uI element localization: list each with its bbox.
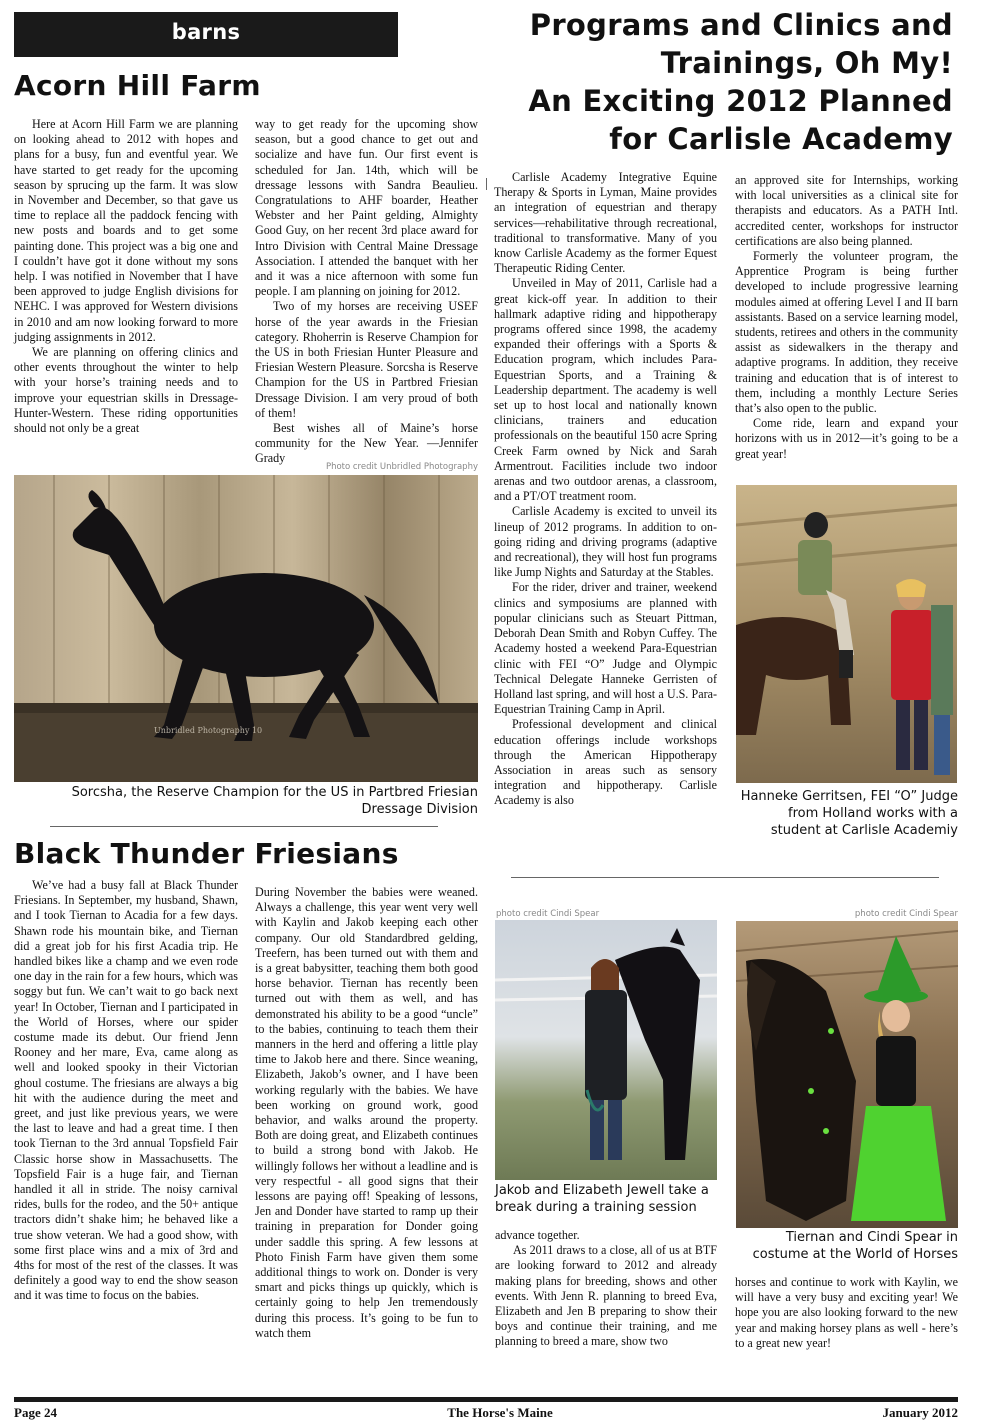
- carlisle-column-2: [735, 173, 958, 462]
- photo-watermark: Unbridled Photography 10: [154, 726, 263, 735]
- blackthunder-paragraph-continued: horses and continue to work with Kaylin, we will have a very busy and exciting year! We hope you are also looking forward to the new year and making horsey plans as well - here’s to a great new year!: [735, 1275, 958, 1350]
- acorn-paragraph: Best wishes all of Maine’s horse community for the New Year. —Jennifer Grady: [255, 421, 478, 466]
- blackthunder-paragraph-continued: advance together.: [495, 1228, 580, 1242]
- carlisle-title-line: An Exciting 2012 Planned: [528, 84, 953, 118]
- photo1-caption: Jakob and Elizabeth Jewell take a break during a training session: [495, 1183, 709, 1215]
- carlisle-photo: [736, 485, 957, 783]
- carlisle-column-1: [494, 170, 717, 809]
- jakob-illustration: [495, 920, 717, 1180]
- publication-name: The Horse's Maine: [447, 1405, 553, 1420]
- blackthunder-paragraph: We’ve had a busy fall at Black Thunder Friesians. In September, my husband, Shawn, and I took Tiernan to Acadia for a few days. Shawn rode his mountain bike, and Tiernan did a great job for his first Acadia trip. He handled bikes like a champ and we even rode one day in the rain for a few hours, which was soggy but fun. We can’t wait to go back next year! In October, Tiernan and I participated in the World of Horses, where our spider costume made its debut. Our friend Jenn Rooney and her mare, Eva, came along as well and looked spooky in their Victorian ghoul costume. The friesians are always a big hit with the audience during the meet and greet, and just like previous years, we were the last to leave and had a great time. I then took Tiernan to the 3rd annual Topsfield Fair Classic horse show in Massachusetts. The Topsfield Fair is a huge fair, and Tiernan handled it all in stride. The noisy carnival rides, bulls for the rodeo, and the 50+ antique tractors didn’t shake him; he behaved like a true show veteran. We had a good show, with some first place wins and a mix of 3rd and 4ths for most of the rest of the classes. It was definitely a good way to end the show season and it was time to focus on the babies.: [14, 878, 239, 1303]
- carlisle-paragraph: Carlisle Academy Integrative Equine Therapy & Sports in Lyman, Maine provides an integration of equestrian and therapy services—rehabilitative through recreational, traditional to transformative. Many of you know Carlisle Academy as the former Equest Therapeutic Riding Center.: [494, 170, 717, 276]
- carlisle-paragraph: Carlisle Academy is excited to unveil its lineup of 2012 programs. In addition to on-going riding and driving programs (adaptive and recreational), they will host fun programs like Jump Nights and Saturday at the Stables.: [494, 504, 717, 580]
- horse-illustration: [14, 475, 478, 782]
- photo2-credit: photo credit Cindi Spear: [854, 909, 958, 919]
- photo1-credit: photo credit Cindi Spear: [496, 909, 600, 919]
- acorn-paragraph: Here at Acorn Hill Farm we are planning on looking ahead to 2012 with hopes and plans for a busy, fun and eventful year. We have started to get ready for the upcoming season by sprucing up the farm. It was slow in November and December, so that gave us time to replace all the paddock fencing with new posts and boards and to get some painting done. This project was a big one and I couldn’t have got it done without my sons help. I was notified in November that I have been approved to judge English divisions for NEHC. I was approved for Western divisions in 2010 and am now looking forward to more judging assignments in 2012.: [14, 117, 238, 344]
- carlisle-paragraph: Unveiled in May of 2011, Carlisle had a great kick-off year. In addition to their hallmark adaptive riding and hippotherapy programs offered since 1998, the academy expanded their offerings with a Sports & Education program, which includes Para-Equestrian Sports, and a Training & Leadership department. The academy is well set up to host local and nationally known clinicians, trainers and education professionals on the beautiful 150 acre Spring Creek Farm owned by Nick and Sarah Armentrout. Facilities include two indoor arenas and two outdoor arenas, a classroom, and a PT/OT treatment room.: [494, 276, 717, 504]
- blackthunder-title: Black Thunder Friesians: [14, 837, 399, 870]
- blackthunder-paragraph-continued: During November the babies were weaned. Always a challenge, this year went very well with Kaylin and Jakob keeping each other company. Our old Standardbred gelding, Treefern, has been turned out with them and is a great babysitter, teaching them both good horse behavior. Tiernan has recently been turned out with them as well, and has demonstrated his ability to be a good “uncle” to the babies, continuing to teach them their manners in the herd and offering a little play time to Jakob here and there. Since weaning, Elizabeth, Jakob’s owner, and I have been working regularly with the babies. We have been working on ground work, good behavior, and walks around the property. Both are doing great, and Elizabeth continues to build a strong bond with Jakob. He willingly follows her without a leadline and is very respectful - all good signs that their lessons are paying off! Speaking of lessons, Jen and Donder have started to ramp up their training in preparation for Donder going under saddle this spring. A few lessons at Photo Finish Farm have given them some additional things to work on. Donder is very smart and picks things up quickly, which is certainly going to help Jen tremendously during this process. It’s going to be fun to watch them: [255, 885, 478, 1340]
- carlisle-column-divider: [486, 178, 487, 190]
- carlisle-paragraph: Formerly the volunteer program, the Apprentice Program is being further developed to include progressive learning modules aimed at offering Level I and II barn assistants. Based on a service learning model, students, retirees and others in the community assist as sidewalkers in the therapy and adaptive programs. In addition, they receive training and education that is of interest to them, including a monthly Lecture Series that’s also open to the public.: [735, 249, 958, 416]
- riding-illustration: [736, 485, 957, 783]
- acorn-photo-credit: Photo credit Unbridled Photography: [325, 462, 478, 472]
- acorn-paragraph-continued: way to get ready for the upcoming show season, but a good chance to get out and socialize and have fun. Our first event is scheduled for Jan. 14th, which will be dressage lessons with Sandra Beaulieu. Congratulations to AHF boarder, Heather Webster and her Paint gelding, Almighty Good Guy, on her recent 3rd place award for Intro Division with Central Maine Dressage Association. I attended the banquet with her and it was a nice afternoon with some fun people. I am planning on joining for 2012.: [255, 117, 478, 299]
- blackthunder-column-2: [255, 885, 478, 1341]
- acorn-paragraph: We are planning on offering clinics and other events throughout the winter to help with your horse’s training needs and to improve your equestrian skills in Dressage-Hunter-Western. These riding opportunities should not only be a great: [14, 345, 238, 436]
- acorn-paragraph: Two of my horses are receiving USEF horse of the year awards in the Friesian category. Rhoherrin is Reserve Champion for the US in both Friesian Hunter Pleasure and Friesian Western Pleasure. Sorcsha is Reserve Champion for the US in Partbred Friesian Dressage Division. I am very proud of both of them!: [255, 299, 478, 420]
- horse-photo: [14, 475, 478, 782]
- blackthunder-paragraph: As 2011 draws to a close, all of us at BTF are looking forward to 2012 and already making plans for breeding, shows and other events. With Jenn R. planning to breed Eva, Elizabeth and Jen B preparing to show their boys and continue their training, and me planning to breed a mare, show two: [495, 1243, 717, 1349]
- carlisle-photo-caption: Hanneke Gerritsen, FEI “O” Judge from Holland works with a student at Carlisle Academiy: [740, 789, 958, 838]
- divider-acorn: [50, 826, 438, 827]
- tiernan-cindi-photo: [736, 921, 958, 1228]
- carlisle-paragraph: For the rider, driver and trainer, weekend clinics and symposiums are planned with popular clinicians such as Steuart Pittman, Deborah Dean Smith and Robyn Cuffey. The Academy hosted a weekend Para-Equestrian clinic with FEI “O” Judge and Olympic Technical Delegate Hanneke Gerristen of Holland last spring, and will host a U.S. Para-Equestrian Training Camp in April.: [494, 580, 717, 717]
- carlisle-title-line: for Carlisle Academy: [609, 122, 953, 156]
- carlisle-paragraph: Come ride, learn and expand your horizons with us in 2012—it’s going to be a great year!: [735, 416, 958, 461]
- blackthunder-column-4: [735, 1275, 958, 1351]
- blackthunder-column-1: [14, 878, 238, 1304]
- blackthunder-column-3: [495, 1228, 717, 1350]
- carlisle-paragraph-continued: an approved site for Internships, working with local universities as a clinical site for therapists and educators. As a PATH Intl. accredited center, workshops for instructor certifications are also being planned.: [735, 173, 958, 248]
- section-banner: [14, 12, 398, 57]
- carlisle-paragraph: Professional development and clinical education offerings include workshops through the American Hippotherapy Association in areas such as sensory integration and hippotherapy. Carlisle Academy is also: [494, 717, 717, 808]
- footer-rule: [14, 1397, 958, 1402]
- acorn-title: Acorn Hill Farm: [14, 69, 261, 102]
- costume-illustration: [736, 921, 958, 1228]
- acorn-column-2: [255, 117, 478, 467]
- jakob-elizabeth-photo: [495, 920, 717, 1180]
- divider-carlisle: [511, 877, 939, 878]
- carlisle-title-line: Programs and Clinics and: [529, 8, 953, 42]
- page-number: Page 24: [14, 1405, 57, 1420]
- carlisle-title-line: Trainings, Oh My!: [660, 46, 953, 80]
- acorn-column-1: [14, 117, 238, 436]
- photo2-caption: Tiernan and Cindi Spear in costume at the World of Horses: [752, 1230, 958, 1262]
- issue-date: January 2012: [882, 1405, 958, 1420]
- carlisle-title: [490, 6, 953, 158]
- section-banner-label: barns: [171, 20, 241, 44]
- acorn-photo-caption: Sorcsha, the Reserve Champion for the US in Partbred Friesian Dressage Division: [71, 785, 478, 817]
